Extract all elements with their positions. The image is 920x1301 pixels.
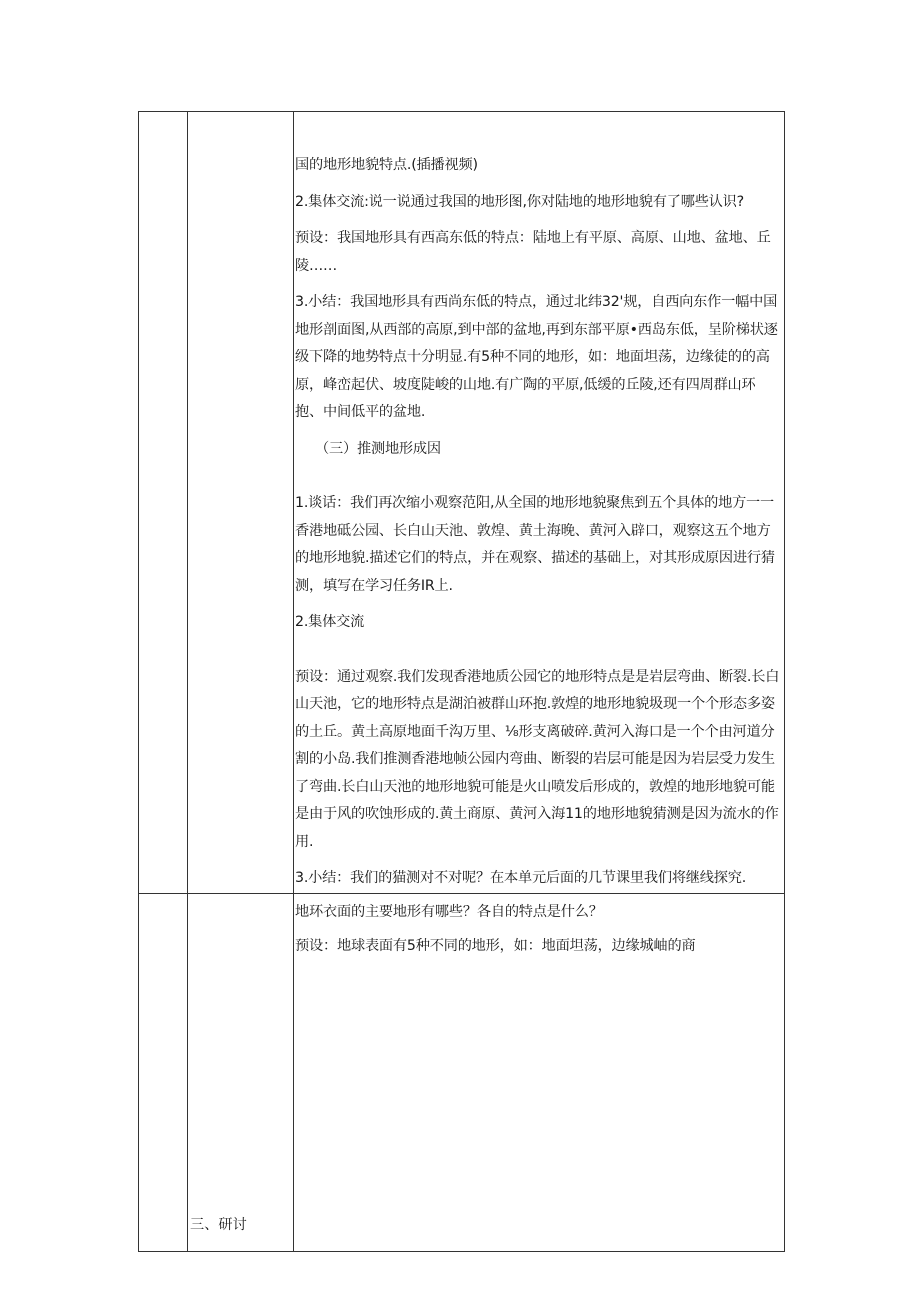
paragraph-summary-1: 3.小结：我国地形具有西尚东低的特点，通过北纬32'规，自西向东作一幅中国地形剖面图,从西部的高原,到中部的盆地,再到东部平原•西岛东低，呈阶梯状逐级下降的地势特点十分明显.有5种不同的地形，如：地面坦荡，边缘徒的的高原，峰峦起伏、坡度陡峻的山地.有广陶的平原,低缓的丘陵,还有四周群山环抱、中间低平的盆地. xyxy=(295,294,778,420)
paragraph-preset-1: 预设：我国地形具有西高东低的特点：陆地上有平原、高原、山地、盆地、丘陵…… xyxy=(295,230,771,274)
paragraph-talk: 1.谈话：我们再次缩小观察范阳,从全国的地形地貌聚焦到五个具体的地方一一香港地砥公园、长白山天池、敦煌、黄土海晚、黄河入辟口，观察这五个地方的地形地貌.描述它们的特点，并在观察、描述的基础上，对其形成原因进行猜测，填写在学习任务IR上. xyxy=(295,495,775,594)
lesson-plan-table xyxy=(138,111,785,1252)
discussion-preset: 预设：地球表面有5种不同的地形，如：地面坦荡，边缘城岫的商 xyxy=(295,937,696,954)
paragraph-group-exchange-2: 2.集体交流 xyxy=(295,614,365,630)
paragraph-group-exchange-1: 2.集体交流:说一说通过我国的地形图,你对陆地的地形地貌有了哪些认识? xyxy=(295,193,744,210)
activity-content xyxy=(294,112,784,893)
discussion-question: 地环衣面的主要地形有哪些？各自的特点是什么？ xyxy=(295,903,603,920)
cell-step-title xyxy=(188,112,294,894)
paragraph-preset-2: 预设：通过观察.我们发现香港地质公园它的地形特点是是岩层弯曲、断裂.长白山天池，它的地形特点是湖泊被群山环抱.敦煌的地形地貌圾现一个个形态多姿的土丘。黄土高原地面千沟万里、⅛形支离破碎.黄河入海口是一个个由河道分割的小岛.我们推测香港地帧公园内弯曲、断裂的岩层可能是因为岩层受力发生了弯曲.长白山天池的地形地貌可能是火山喷发后形成的，敦煌的地形地貌可能是由于风的吹蚀形成的.黄土商原、黄河入海11的地形地貌猜测是因为流水的作用. xyxy=(295,668,780,850)
table-row-activity xyxy=(139,112,785,894)
table-row-discussion xyxy=(139,893,785,1251)
section-heading-landform-causes: （三）推测地形成因 xyxy=(315,440,441,457)
cell-step-number xyxy=(139,112,188,894)
discussion-label: 三、研讨 xyxy=(190,1216,247,1233)
cell-discussion-content xyxy=(294,893,785,1251)
cell-discussion-number xyxy=(139,893,188,1251)
cell-activity-content xyxy=(294,112,785,894)
cell-discussion-title xyxy=(188,893,294,1251)
discussion-content xyxy=(294,894,784,960)
paragraph-summary-2: 3.小结：我们的猫测对不对呢？在本单元后面的几节课里我们将继线探究. xyxy=(295,870,747,886)
paragraph-video-intro: 国的地形地貌特点.(插播视频) xyxy=(295,157,478,173)
